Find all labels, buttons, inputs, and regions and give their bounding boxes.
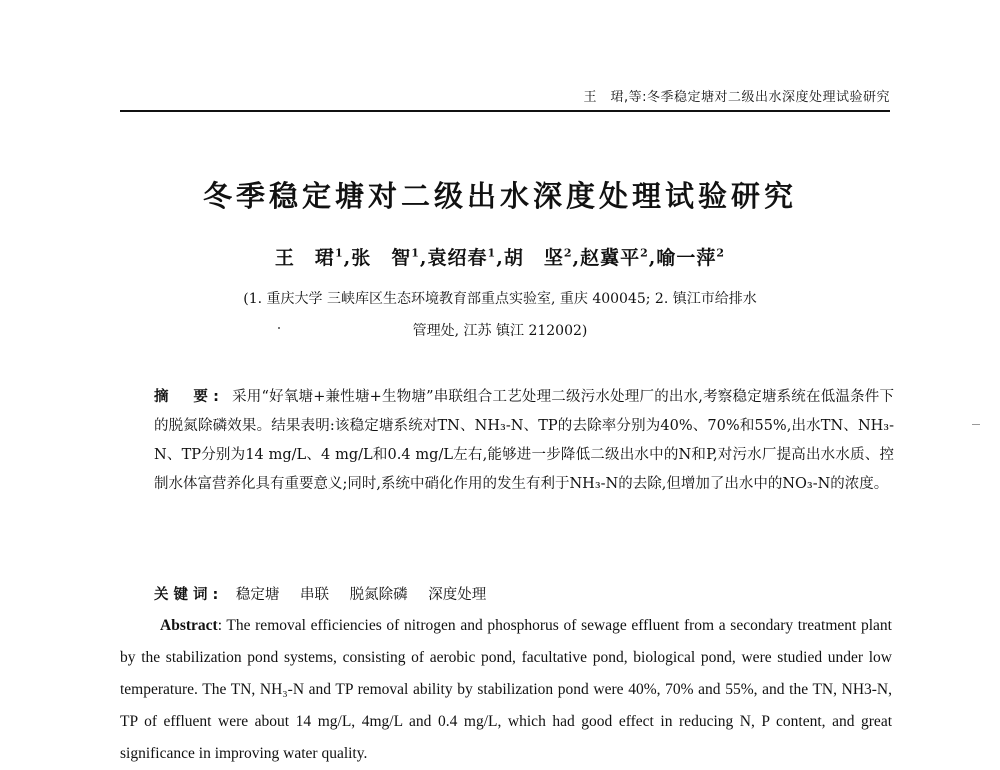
scan-speck: [278, 327, 280, 329]
author-affil-mark: 1: [334, 246, 344, 260]
author-list: 王 珺$^1$,张 智$^1$,袁绍春$^1$,胡 坚$^2$,赵冀平$^2$,喻一萍$^2$: [274, 246, 726, 269]
affiliation-line-2: 管理处, 江苏 镇江 212002): [412, 323, 588, 339]
header-rule: [120, 110, 890, 112]
author-name: 喻一萍: [656, 247, 717, 269]
author: [656, 247, 725, 269]
author-name: 张 智: [351, 247, 412, 269]
abstract-zh-label: 摘 要:: [154, 389, 224, 405]
keyword: 深度处理: [428, 587, 487, 603]
keyword: 脱氮除磷: [349, 587, 408, 603]
paper-title: 冬季稳定塘对二级出水深度处理试验研究: [202, 179, 797, 213]
abstract-zh: [154, 383, 894, 499]
author-name: 胡 坚: [503, 247, 564, 269]
abstract-zh-text: 采用“好氧塘+兼性塘+生物塘”串联组合工艺处理二级污水处理厂的出水,考察稳定塘系统在低温条件下的脱氮除磷效果。结果表明:该稳定塘系统对TN、NH₃-N、TP的去除率分别为40%、70%和55%,出水TN、NH₃-N、TP分别为14 mg/L、4 mg/L和0.4 mg/L左右,能够进一步降低二级出水中的N和P,对污水厂提高出水水质、控制水体富营养化具有重要意义;同时,系统中硝化作用的发生有利于NH₃-N的去除,但增加了出水中的NO₃-N的浓度。: [154, 389, 894, 492]
author-name: 赵冀平: [580, 247, 641, 269]
author-name: 王 珺: [274, 247, 335, 269]
abstract-en-label: Abstract: [160, 617, 218, 634]
author-affil-mark: 2: [563, 246, 573, 260]
margin-mark: [972, 424, 980, 425]
author-affil-mark: 2: [640, 246, 649, 260]
author-name: 袁绍春: [427, 247, 488, 269]
keyword: 串联: [300, 587, 330, 603]
author-affil-mark: 1: [411, 246, 420, 260]
affiliation-line-1: (1. 重庆大学 三峡库区生态环境教育部重点实验室, 重庆 400045; 2. 镇江市给排水: [243, 291, 757, 307]
author: [351, 247, 420, 269]
author: [428, 247, 497, 269]
author: [275, 247, 344, 269]
author-affil-mark: 2: [716, 246, 726, 260]
keyword: 稳定塘: [235, 587, 280, 603]
running-header: 王 珺,等:冬季稳定塘对二级出水深度处理试验研究: [583, 90, 890, 105]
abstract-en-text: : The removal efficiencies of nitrogen and phosphorus of sewage effluent from a secondary treatment plant by the stabilization pond systems, consisting of aerobic pond, facultative pond, biological pond, were studied under low temperature. The TN, NH₃-N and TP removal ability by stabilization pond were 40%, 70% and 55%, and the TN, NH3-N, TP of effluent were about 14 mg/L, 4mg/L and 0.4 mg/L, which had good effect in reducing N, P content, and great significance in improving water quality.: [120, 617, 892, 762]
author: [580, 247, 649, 269]
keywords: [154, 583, 894, 607]
keywords-label: 关键词:: [154, 587, 224, 603]
author: [504, 247, 573, 269]
abstract-en: [120, 610, 892, 770]
author-affil-mark: 1: [487, 246, 497, 260]
